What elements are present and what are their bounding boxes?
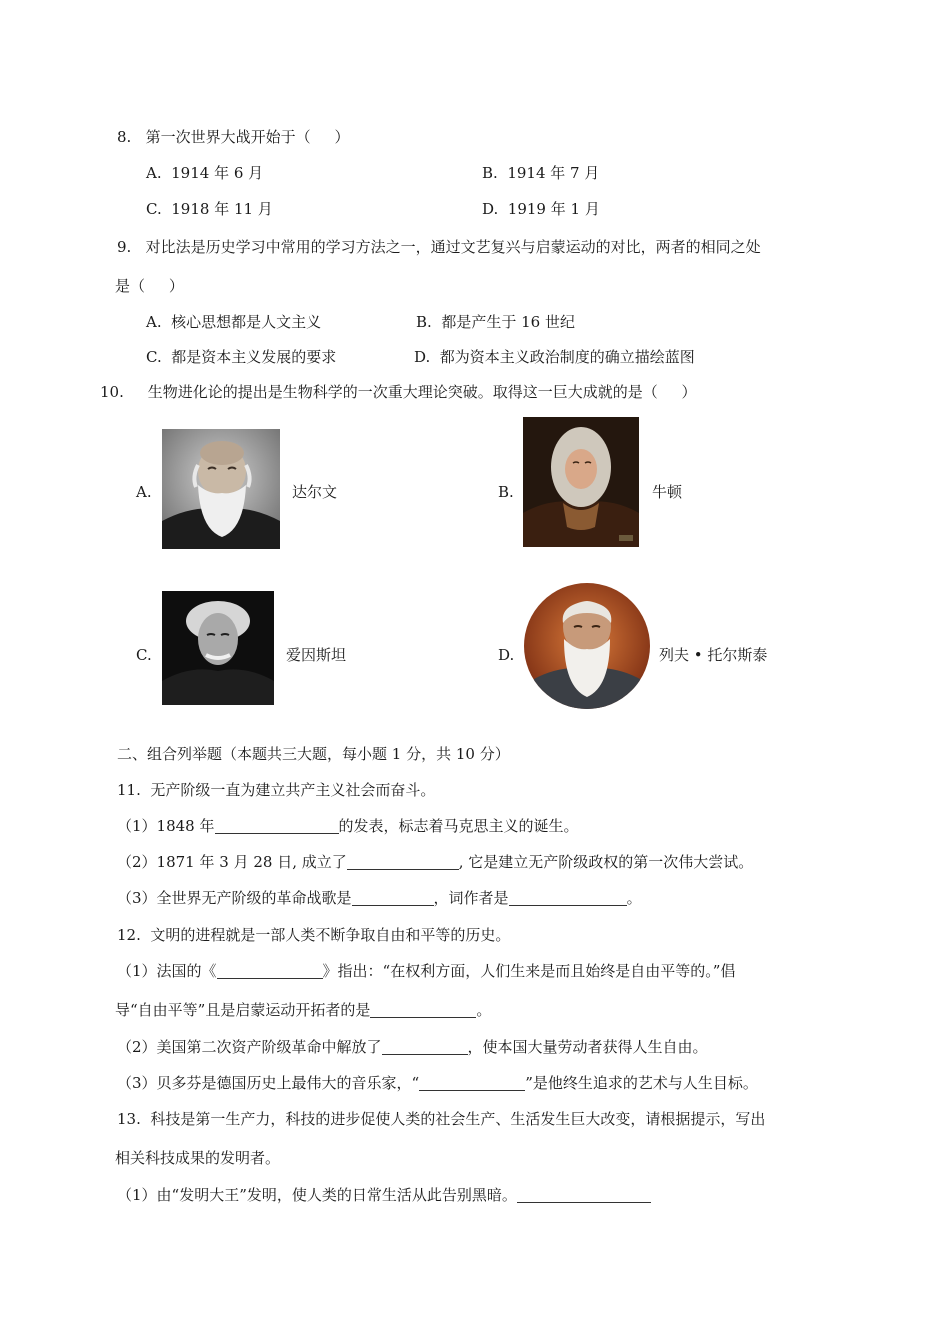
q9-option-b: B. 都是产生于 16 世纪 — [416, 313, 575, 331]
q10-stem: 10. 生物进化论的提出是生物科学的一次重大理论突破。取得这一巨大成就的是（ ） — [100, 383, 697, 401]
q10-option-c-letter: C. — [136, 646, 152, 664]
tolstoy-portrait — [524, 583, 650, 709]
q10-option-d-letter: D. — [498, 646, 515, 664]
q12-sub1-line1 — [117, 961, 735, 981]
q10-option-d-name: 列夫 • 托尔斯泰 — [659, 646, 768, 664]
section-heading: 二、组合列举题（本题共三大题，每小题 1 分，共 10 分） — [117, 745, 510, 763]
q9-stem-line1: 9. 对比法是历史学习中常用的学习方法之一，通过文艺复兴与启蒙运动的对比，两者的相同之处 — [117, 238, 761, 256]
q11-sub3-song-blank[interactable] — [352, 889, 434, 906]
q9-option-c: C. 都是资本主义发展的要求 — [146, 348, 337, 366]
q13-sub1 — [117, 1185, 651, 1205]
q11-sub2-prefix: （2）1871 年 3 月 28 日, 成立了 — [117, 853, 347, 871]
q8-option-b: B. 1914 年 7 月 — [482, 164, 600, 182]
q8-option-a: A. 1914 年 6 月 — [146, 164, 264, 182]
q10-option-c-name: 爱因斯坦 — [286, 646, 347, 664]
q10-option-b-letter: B. — [498, 483, 514, 501]
q9-stem-line2: 是（ ） — [115, 277, 184, 295]
q9-option-d: D. 都为资本主义政治制度的确立描绘蓝图 — [414, 348, 695, 366]
q13-stem-line2: 相关科技成果的发明者。 — [115, 1149, 281, 1167]
q10-option-b-name: 牛顿 — [652, 483, 683, 501]
q12-sub2-prefix: （2）美国第二次资产阶级革命中解放了 — [117, 1038, 382, 1056]
q12-sub2-suffix: ，使本国大量劳动者获得人生自由。 — [467, 1038, 708, 1056]
q11-sub3 — [117, 888, 642, 908]
q11-sub3-middle: ，词作者是 — [433, 889, 509, 907]
q13-stem-line1: 13. 科技是第一生产力，科技的进步促使人类的社会生产、生活发生巨大改变，请根据提示，写出 — [117, 1110, 766, 1128]
q11-stem: 11. 无产阶级一直为建立共产主义社会而奋斗。 — [117, 781, 436, 799]
q11-sub2-suffix: , 它是建立无产阶级政权的第一次伟大尝试。 — [458, 853, 754, 871]
q12-sub3-answer-blank[interactable] — [419, 1074, 525, 1091]
q13-sub1-answer-blank[interactable] — [517, 1186, 651, 1203]
q12-sub3-prefix: （3）贝多芬是德国历史上最伟大的音乐家，“ — [117, 1074, 420, 1092]
q12-sub1-prefix: （1）法国的《 — [117, 962, 217, 980]
q10-option-a-letter: A. — [136, 483, 152, 501]
q11-sub1-suffix: 的发表，标志着马克思主义的诞生。 — [338, 817, 579, 835]
q10-option-a-name: 达尔文 — [292, 483, 338, 501]
q12-sub3-suffix: ”是他终生追求的艺术与人生目标。 — [525, 1074, 758, 1092]
q11-sub3-prefix: （3）全世界无产阶级的革命战歌是 — [117, 889, 352, 907]
q13-sub1-text: （1）由“发明大王”发明，使人类的日常生活从此告别黑暗。 — [117, 1186, 517, 1204]
q12-sub1-line2 — [115, 1000, 491, 1020]
q11-sub3-author-blank[interactable] — [509, 889, 627, 906]
q12-sub2-answer-blank[interactable] — [382, 1038, 468, 1055]
newton-portrait — [523, 417, 639, 547]
q12-sub1-quote: 》指出：“在权利方面，人们生来是而且始终是自由平等的。”倡 — [322, 962, 736, 980]
einstein-portrait — [162, 591, 274, 705]
q11-sub2 — [117, 852, 753, 872]
q12-sub1-person-blank[interactable] — [370, 1001, 476, 1018]
q11-sub1-prefix: （1）1848 年 — [117, 817, 215, 835]
q12-sub1-line2-prefix: 导“自由平等”且是启蒙运动开拓者的是 — [115, 1001, 371, 1019]
q12-sub1-line2-end: 。 — [476, 1001, 492, 1019]
q11-sub1 — [117, 816, 579, 836]
q12-stem: 12. 文明的进程就是一部人类不断争取自由和平等的历史。 — [117, 926, 511, 944]
q9-option-a: A. 核心思想都是人文主义 — [146, 313, 322, 331]
q8-stem: 8. 第一次世界大战开始于（ ） — [117, 128, 350, 146]
q12-sub3 — [117, 1073, 758, 1093]
q12-sub1-document-blank[interactable] — [217, 962, 323, 979]
q8-option-d: D. 1919 年 1 月 — [482, 200, 600, 218]
q11-sub2-answer-blank[interactable] — [347, 853, 459, 870]
q12-sub2 — [117, 1037, 708, 1057]
q11-sub1-answer-blank[interactable] — [215, 817, 339, 834]
q8-option-c: C. 1918 年 11 月 — [146, 200, 273, 218]
q11-sub3-end: 。 — [626, 889, 642, 907]
darwin-portrait — [162, 429, 280, 549]
